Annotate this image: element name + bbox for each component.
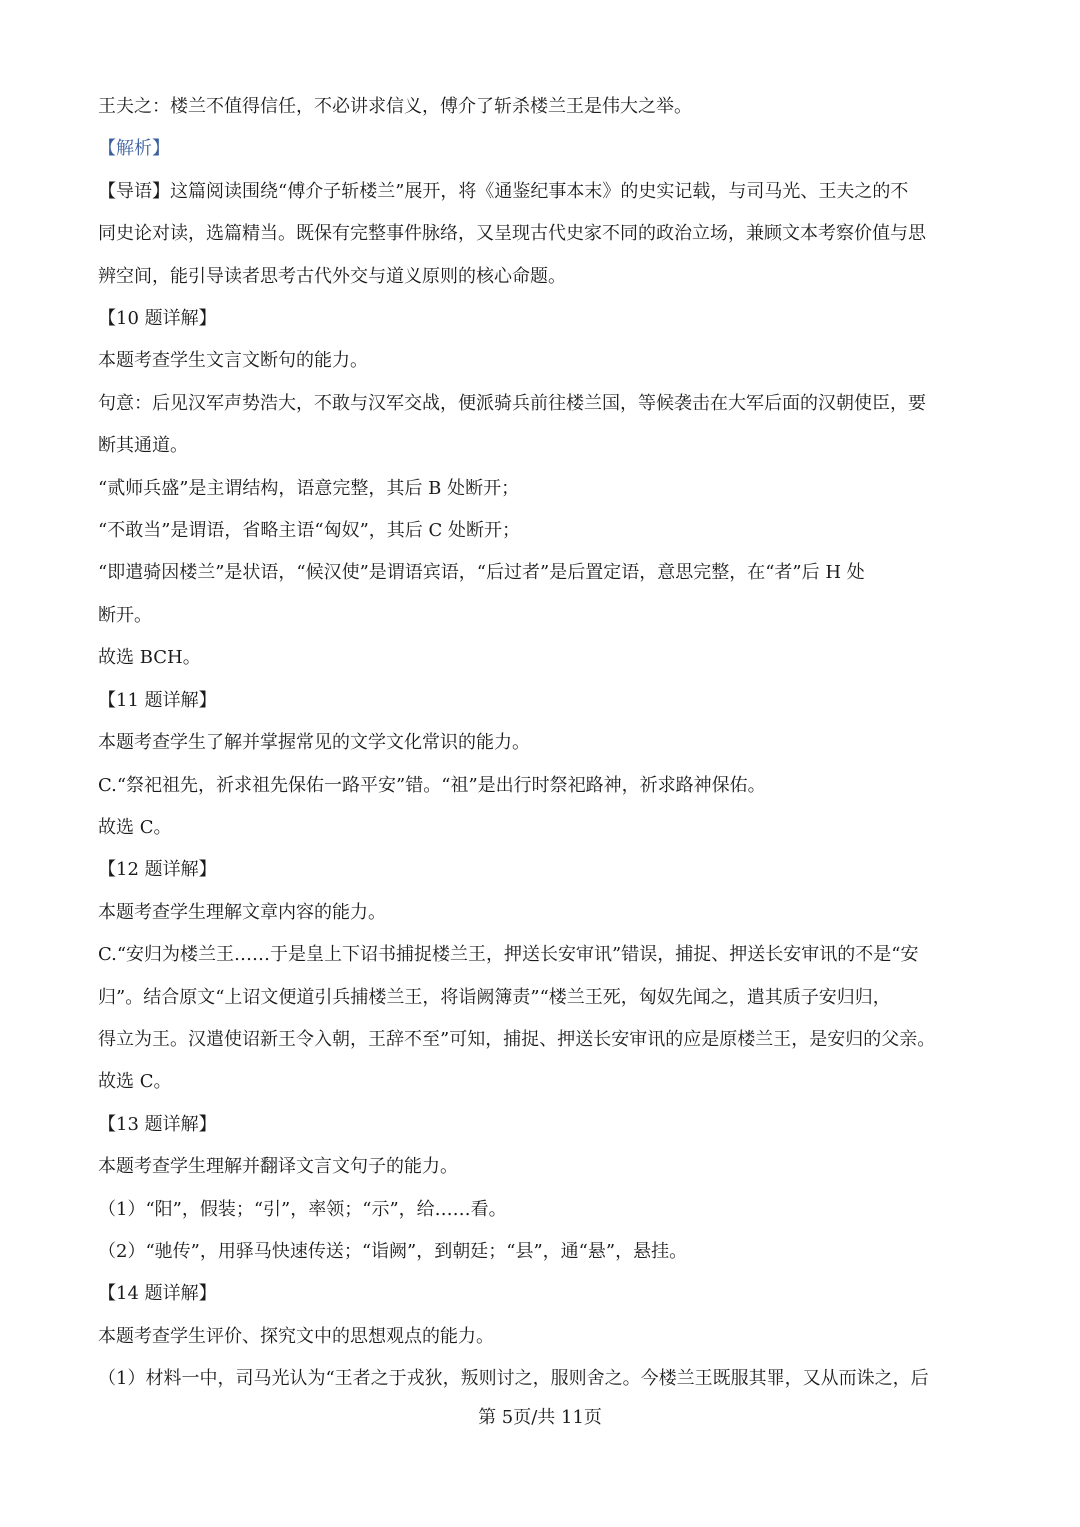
text-line: （1）“阳”，假装；“引”，率领；“示”，给……看。: [98, 1198, 507, 1220]
text-line: 本题考查学生理解文章内容的能力。: [98, 901, 386, 923]
text-line: （1）材料一中，司马光认为“王者之于戎狄，叛则讨之，服则舍之。今楼兰王既服其罪，又从而诛之，后: [98, 1368, 929, 1390]
section-heading: 【10 题详解】: [98, 308, 217, 330]
text-line: 【导语】这篇阅读围绕“傅介子斩楼兰”展开，将《通鉴纪事本末》的史实记载，与司马光、王夫之的不: [98, 180, 909, 202]
text-line: 故选 C。: [98, 1071, 172, 1093]
analysis-heading: 【解析】: [98, 138, 170, 160]
text-line: 本题考查学生评价、探究文中的思想观点的能力。: [98, 1325, 494, 1347]
text-line: 句意：后见汉军声势浩大，不敢与汉军交战，便派骑兵前往楼兰国，等候袭击在大军后面的汉朝使臣，要: [98, 392, 926, 414]
text-line: 断其通道。: [98, 435, 188, 457]
document-body: [98, 86, 982, 1401]
page-number-footer: 第 5页/共 11页: [478, 1407, 602, 1428]
text-line: （2）“驰传”，用驿马快速传送；“诣阙”，到朝廷；“县”，通“悬”，悬挂。: [98, 1240, 688, 1262]
text-line: “不敢当”是谓语，省略主语“匈奴”，其后 C 处断开；: [98, 520, 521, 542]
section-heading: 【11 题详解】: [98, 689, 217, 711]
text-line: 辨空间，能引导读者思考古代外交与道义原则的核心命题。: [98, 265, 566, 287]
text-line: 断开。: [98, 604, 152, 626]
text-line: 同史论对读，选篇精当。既保有完整事件脉络，又呈现古代史家不同的政治立场，兼顾文本考察价值与思: [98, 223, 926, 245]
text-line: 得立为王。汉遣使诏新王令入朝，王辞不至”可知，捕捉、押送长安审讯的应是原楼兰王，是安归的父亲。: [98, 1028, 936, 1050]
text-line: “贰师兵盛”是主谓结构，语意完整，其后 B 处断开；: [98, 477, 520, 499]
text-line: 王夫之：楼兰不值得信任，不必讲求信义，傅介了斩杀楼兰王是伟大之举。: [98, 96, 692, 117]
text-line: “即遣骑因楼兰”是状语，“候汉使”是谓语宾语，“后过者”是后置定语，意思完整，在“者”后 H 处: [98, 562, 865, 584]
text-line: 故选 C。: [98, 816, 172, 838]
text-line: 故选 BCH。: [98, 647, 201, 669]
section-heading: 【12 题详解】: [98, 859, 217, 881]
text-line: 本题考查学生文言文断句的能力。: [98, 350, 368, 372]
text-line: 本题考查学生理解并翻译文言文句子的能力。: [98, 1156, 458, 1178]
section-heading: 【14 题详解】: [98, 1283, 217, 1305]
text-line: C.“安归为楼兰王……于是皇上下诏书捕捉楼兰王，押送长安审讯”错误，捕捉、押送长安审讯的不是“安: [98, 944, 919, 966]
text-line: 归”。结合原文“上诏文便道引兵捕楼兰王，将诣阙簿责”“楼兰王死，匈奴先闻之，遣其质子安归归，: [98, 986, 891, 1008]
text-line: C.“祭祀祖先，祈求祖先保佑一路平安”错。“祖”是出行时祭祀路神，祈求路神保佑。: [98, 774, 766, 796]
section-heading: 【13 题详解】: [98, 1113, 217, 1135]
text-line: 本题考查学生了解并掌握常见的文学文化常识的能力。: [98, 732, 530, 754]
